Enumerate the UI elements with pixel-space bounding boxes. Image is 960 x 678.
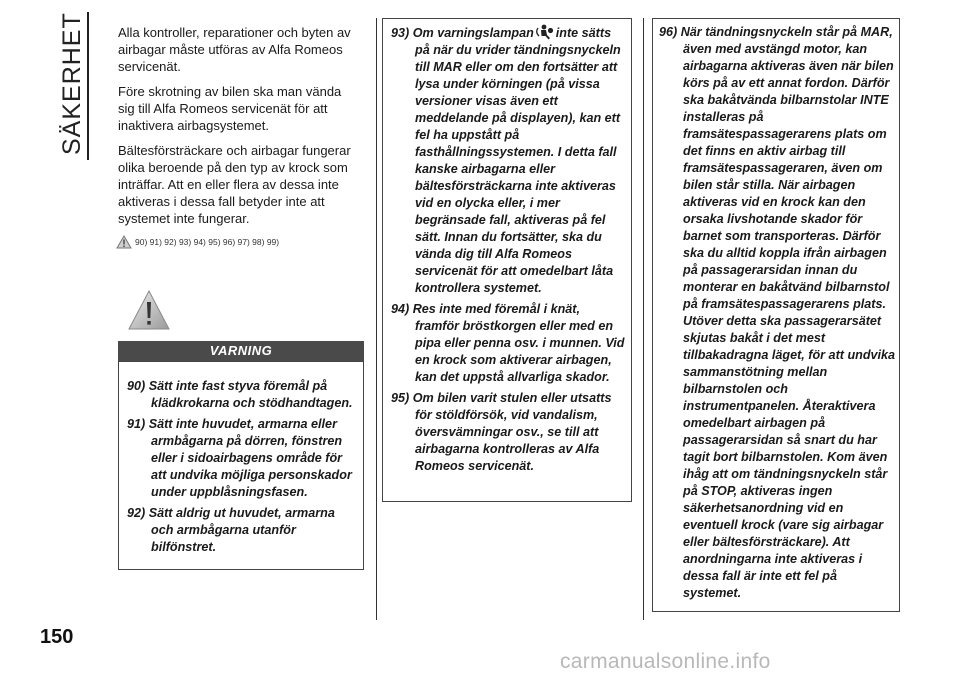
warning-box bbox=[118, 361, 364, 570]
warning-note bbox=[391, 24, 627, 297]
warning-note bbox=[391, 390, 627, 475]
note-number: 92) bbox=[127, 506, 146, 520]
note-text: Sätt inte huvudet, armarna eller armbågarna på dörren, fönstren eller i sidoairbagens område för att undvika möjliga personskador under uppblåsningsfasen. bbox=[148, 417, 352, 499]
note-text: Om bilen varit stulen eller utsatts för stöldförsök, vid vandalism, översvämningar osv., se till att airbagarna kontrolleras av Alfa Romeos servicenät. bbox=[412, 391, 612, 473]
paragraph: Alla kontroller, reparationer och byten av airbagar måste utföras av Alfa Romeos servicenät. bbox=[118, 25, 351, 74]
warning-note bbox=[391, 301, 627, 386]
column-divider bbox=[376, 18, 377, 620]
warning-note bbox=[127, 378, 357, 412]
paragraph: Före skrotning av bilen ska man vända sig till Alfa Romeos servicenät för att inaktivera airbagsystemet. bbox=[118, 84, 342, 133]
note-number: 96) bbox=[659, 25, 678, 39]
note-number: 94) bbox=[391, 302, 410, 316]
warning-triangle-icon bbox=[116, 235, 132, 249]
warning-box bbox=[382, 18, 632, 502]
body-text bbox=[118, 24, 358, 235]
note-text: När tändningsnyckeln står på MAR, även med avstängd motor, kan airbagarna aktiveras även när bilen körs på av ett annat fordon. Därför ska bakåtvända bilbarnstolar INTE installeras på framsätespassagerarens plats om det finns en aktiv airbag till framsätespassageraren, även om bilen står stilla. När airbagen aktiveras vid en krock kan den orsaka livshotande skador för barnet som transporteras. Därför ska du alltid koppla ifrån airbagen på passagerarsidan innan du monterar en bakåtvänd bilbarnstol på framsätespassagerarens plats. Utöver detta ska passagerarsätet skjutas bakåt i det mest tillbakadragna läget, för att undvika sammanstötning mellan bilbarnstolen och instrumentpanelen. Återaktivera omedelbart airbagen på passagerarsidan så snart du har tagit bort bilbarnstolen. Kom även ihåg att om tändningsnyckeln står på STOP, aktiveras ingen säkerhetsanordning vid en eventuell krock (vare sig airbagar eller bältesförsträckare). Att anordningarna inte aktiveras i dessa fall är inte ett fel på systemet. bbox=[680, 25, 896, 600]
note-text: Res inte med föremål i knät, framför bröstkorgen eller med en pipa eller penna osv. i munnen. Vid en krock som aktiverar airbagen, kan det uppstå allvarliga skador. bbox=[412, 302, 625, 384]
warning-triangle-icon bbox=[128, 290, 170, 330]
note-text: Sätt inte fast styva föremål på klädkrokarna och stödhandtagen. bbox=[148, 379, 353, 410]
reference-list: 90) 91) 92) 93) 94) 95) 96) 97) 98) 99) bbox=[135, 237, 280, 247]
airbag-warning-icon bbox=[536, 24, 554, 40]
note-number: 91) bbox=[127, 417, 146, 431]
warning-heading: VARNING bbox=[118, 341, 364, 361]
note-text: Sätt aldrig ut huvudet, armarna och armbågarna utanför bilfönstret. bbox=[148, 506, 335, 554]
column-divider bbox=[643, 18, 644, 620]
note-number: 95) bbox=[391, 391, 410, 405]
section-title: SÄKERHET bbox=[58, 12, 86, 155]
warning-box bbox=[652, 18, 900, 612]
note-number: 93) bbox=[391, 26, 410, 40]
warning-references bbox=[116, 235, 279, 249]
note-text: Om varningslampan bbox=[412, 26, 534, 40]
watermark: carmanualsonline.info bbox=[560, 650, 771, 673]
note-number: 90) bbox=[127, 379, 146, 393]
section-divider-line bbox=[87, 12, 89, 160]
page-number: 150 bbox=[40, 626, 74, 648]
warning-note bbox=[127, 505, 357, 556]
note-text: inte sätts på när du vrider tändningsnyckeln till MAR eller om den fortsätter att lysa under körningen (på vissa versioner visas även ett meddelande på displayen), kan ett fel ha uppstått på fasthållningssystemen. I detta fall kanske airbagarna eller bältesförsträckarna inte aktiveras vid en olycka eller, i mer begränsade fall, aktiveras på fel sätt. Innan du fortsätter, ska du vända dig till Alfa Romeos servicenät för att omedelbart låta kontrollera systemet. bbox=[415, 26, 621, 295]
section-tab bbox=[40, 12, 110, 160]
paragraph: Bältesförsträckare och airbagar fungerar olika beroende på den typ av krock som inträffar. Att en eller flera av dessa inte aktiveras i dessa fall betyder inte att systemet inte fungerar. bbox=[118, 143, 351, 226]
warning-note bbox=[127, 416, 357, 501]
warning-note bbox=[659, 24, 897, 602]
